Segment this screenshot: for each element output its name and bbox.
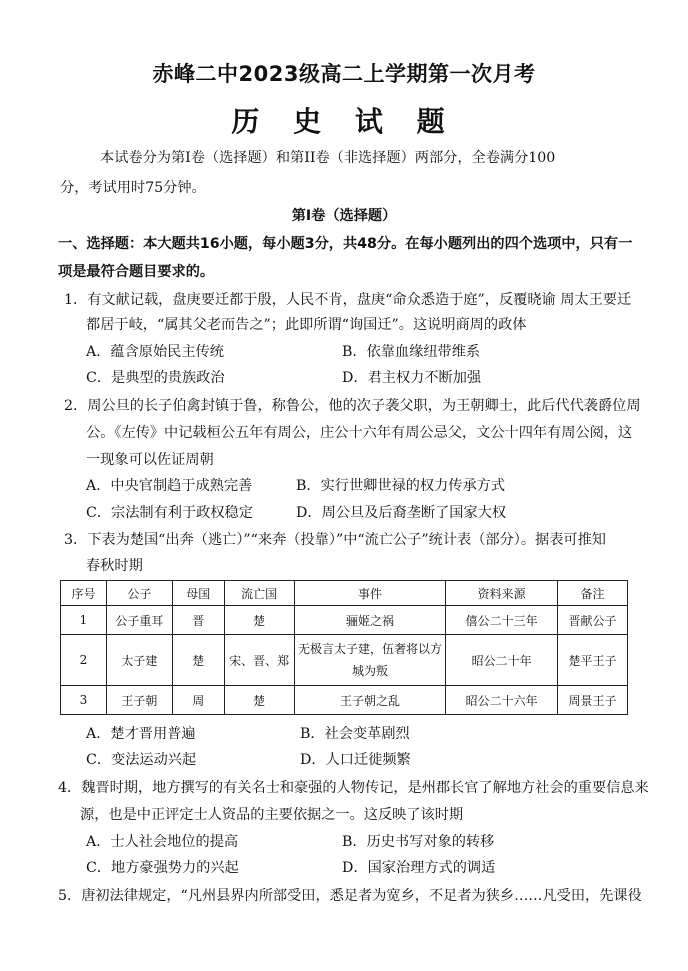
intro-line-2: 分，考试用时75分钟。 (60, 180, 206, 196)
section-instruction-1: 一、选择题：本大题共16小题，每小题3分，共48分。在每小题列出的四个选项中，只有一 (58, 236, 633, 252)
table-header-cell: 流亡国 (224, 581, 294, 606)
q4-stem-line-2: 源，也是中正评定士人资品的主要依据之一。这反映了该时期 (80, 807, 464, 823)
q2-option-b: B．实行世卿世禄的权力传承方式 (296, 478, 506, 494)
table-cell: 楚平王子 (558, 635, 628, 686)
table-cell: 昭公二十六年 (446, 686, 558, 715)
table-cell: 公子重耳 (106, 606, 172, 635)
q3-stem-line-2: 春秋时期 (86, 558, 143, 574)
table-cell: 骊姬之祸 (294, 606, 446, 635)
table-cell: 僖公二十三年 (446, 606, 558, 635)
subject-title: 历 史 试 题 (231, 105, 457, 138)
table-cell: 楚 (224, 606, 294, 635)
table-cell: 无极言太子建，伍奢将以方城为叛 (294, 635, 446, 686)
exam-title: 赤峰二中2023级高二上学期第一次月考 (152, 62, 536, 86)
q2-option-c: C．宗法制有利于政权稳定 (86, 505, 253, 521)
part1-heading: 第Ⅰ卷（选择题） (291, 208, 397, 224)
q1-option-c: C．是典型的贵族政治 (86, 370, 225, 386)
table-cell: 楚 (172, 635, 224, 686)
q5-stem-line-1: 5．唐初法律规定，“凡州县界内所部受田，悉足者为宽乡，不足者为狭乡……凡受田，先课役 (58, 888, 642, 904)
q1-option-a: A．蕴含原始民主传统 (86, 344, 224, 360)
table-cell: 太子建 (106, 635, 172, 686)
q3-option-c: C．变法运动兴起 (86, 752, 197, 768)
table-header-cell: 序号 (61, 581, 107, 606)
table-header-cell: 备注 (558, 581, 628, 606)
q3-option-d: D．人口迁徙频繁 (300, 752, 411, 768)
q4-option-c: C．地方豪强势力的兴起 (86, 860, 239, 876)
section-instruction-2: 项是最符合题目要求的。 (58, 264, 215, 280)
table-cell: 王子朝 (106, 686, 172, 715)
table-header-cell: 公子 (106, 581, 172, 606)
table-cell: 楚 (224, 686, 294, 715)
table-cell: 王子朝之乱 (294, 686, 446, 715)
table-header-cell: 事件 (294, 581, 446, 606)
table-cell: 宋、晋、郑 (224, 635, 294, 686)
q2-stem-line-1: 2．周公旦的长子伯禽封镇于鲁，称鲁公，他的次子袭父职，为王朝卿士，此后代代袭爵位周 (64, 398, 641, 414)
table-header-row (61, 581, 628, 606)
table-cell: 2 (61, 635, 107, 686)
q2-stem-line-3: 一现象可以佐证周朝 (86, 452, 214, 468)
table-cell: 晋 (172, 606, 224, 635)
q3-option-b: B．社会变革剧烈 (300, 726, 410, 742)
q3-stem-line-1: 3．下表为楚国“出奔（逃亡）”“来奔（投靠）”中“流亡公子”统计表（部分）。据表可推知 (64, 532, 606, 548)
q1-stem-line-2: 都居于岐，“属其父老而告之”；此即所谓“询国迁”。这说明商周的政体 (86, 317, 527, 333)
q2-stem-line-2: 公。《左传》中记载桓公五年有周公，庄公十六年有周公忌父，文公十四年有周公阅，这 (86, 425, 633, 441)
q4-option-b: B．历史书写对象的转移 (342, 834, 495, 850)
table-cell: 周 (172, 686, 224, 715)
q1-stem-line-1: 1．有文献记载，盘庚要迁都于殷，人民不肯，盘庚“命众悉造于庭”，反覆晓谕 周太王要迁 (64, 292, 632, 308)
q3-option-a: A．楚才晋用普遍 (86, 726, 196, 742)
table-cell: 昭公二十年 (446, 635, 558, 686)
q2-option-a: A．中央官制趋于成熟完善 (86, 478, 253, 494)
table-cell: 周景王子 (558, 686, 628, 715)
table-header-cell: 资料来源 (446, 581, 558, 606)
table-cell: 1 (61, 606, 107, 635)
q4-option-d: D．国家治理方式的调适 (342, 860, 496, 876)
q2-option-d: D．周公旦及后裔垄断了国家大权 (296, 505, 507, 521)
table-header-cell: 母国 (172, 581, 224, 606)
table-row (61, 635, 628, 686)
q4-stem-line-1: 4．魏晋时期，地方撰写的有关名士和豪强的人物传记，是州郡长官了解地方社会的重要信息来 (58, 780, 649, 796)
q1-option-d: D．君主权力不断加强 (342, 370, 482, 386)
table-cell: 3 (61, 686, 107, 715)
q1-option-b: B．依靠血缘纽带维系 (342, 344, 481, 360)
exiled-princes-table (60, 580, 628, 715)
intro-line-1: 本试卷分为第Ⅰ卷（选择题）和第II卷（非选择题）两部分，全卷满分100 (100, 150, 556, 166)
table-row (61, 606, 628, 635)
q4-option-a: A．士人社会地位的提高 (86, 834, 239, 850)
table-row (61, 686, 628, 715)
table-cell: 晋献公子 (558, 606, 628, 635)
